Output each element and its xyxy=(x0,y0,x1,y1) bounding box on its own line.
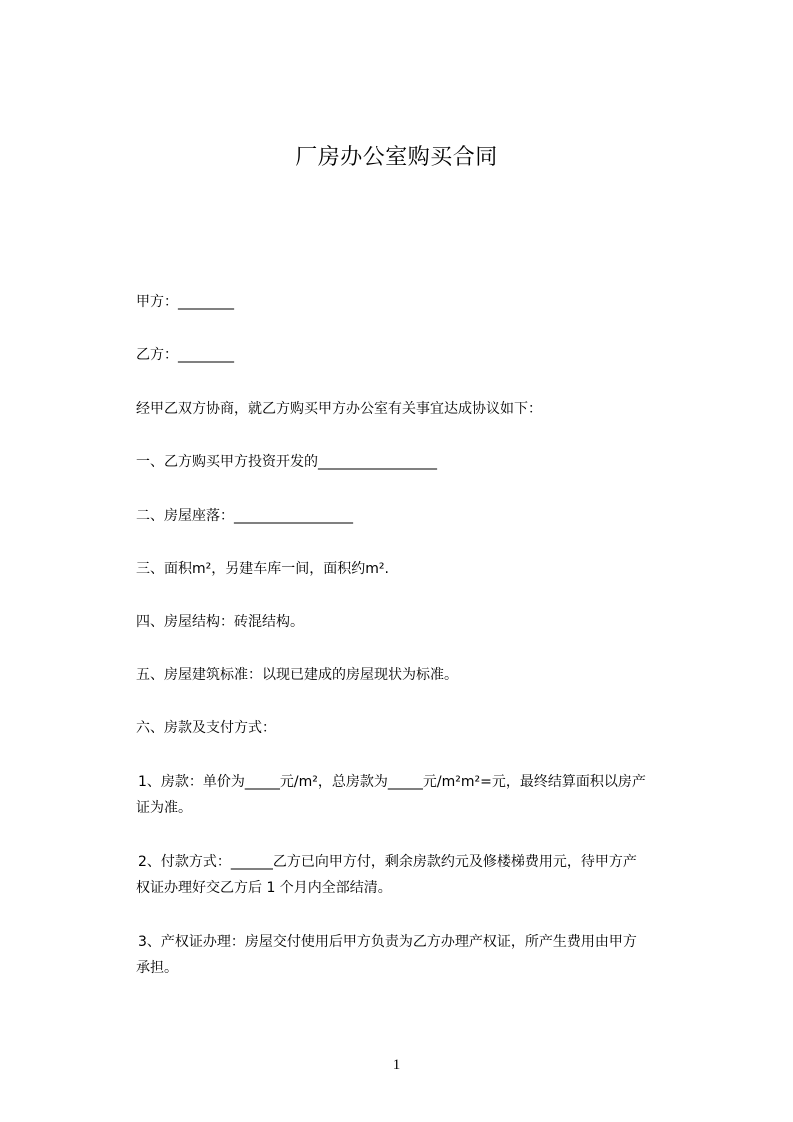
clause-4: 四、房屋结构：砖混结构。 xyxy=(136,614,304,630)
clause-5: 五、房屋建筑标准：以现已建成的房屋现状为标准。 xyxy=(136,667,458,683)
sub-clause-1-line-2: 证为准。 xyxy=(136,800,192,816)
clause-1: 一、乙方购买甲方投资开发的_________________ xyxy=(136,454,437,470)
sub-clause-3-line-1 xyxy=(136,932,637,952)
sub-clause-1-text: 1、房款：单价为_____元/m²，总房款为_____元/m²m²=元，最终结算面积以房产 xyxy=(138,774,646,790)
clause-3: 三、面积m²，另建车库一间，面积约m². xyxy=(136,561,389,577)
party-b-line: 乙方：________ xyxy=(136,347,234,363)
page-number: 1 xyxy=(392,1057,401,1073)
clause-2: 二、房屋座落：_________________ xyxy=(136,508,353,524)
clause-6: 六、房款及支付方式： xyxy=(136,720,276,736)
sub-clause-1-line-1 xyxy=(136,772,646,792)
sub-clause-3-text: 3、产权证办理：房屋交付使用后甲方负责为乙方办理产权证，所产生费用由甲方 xyxy=(138,934,637,950)
party-a-line: 甲方：________ xyxy=(136,294,234,310)
sub-clause-3-line-2: 承担。 xyxy=(136,960,178,976)
sub-clause-2-line-1 xyxy=(136,852,637,872)
sub-clause-2-line-2: 权证办理好交乙方后 1 个月内全部结清。 xyxy=(136,880,392,896)
sub-clause-2-text: 2、付款方式：______乙方已向甲方付，剩余房款约元及修楼梯费用元，待甲方产 xyxy=(138,854,637,870)
document-title: 厂房办公室购买合同 xyxy=(295,145,498,170)
intro-paragraph: 经甲乙双方协商，就乙方购买甲方办公室有关事宜达成协议如下： xyxy=(136,401,542,417)
